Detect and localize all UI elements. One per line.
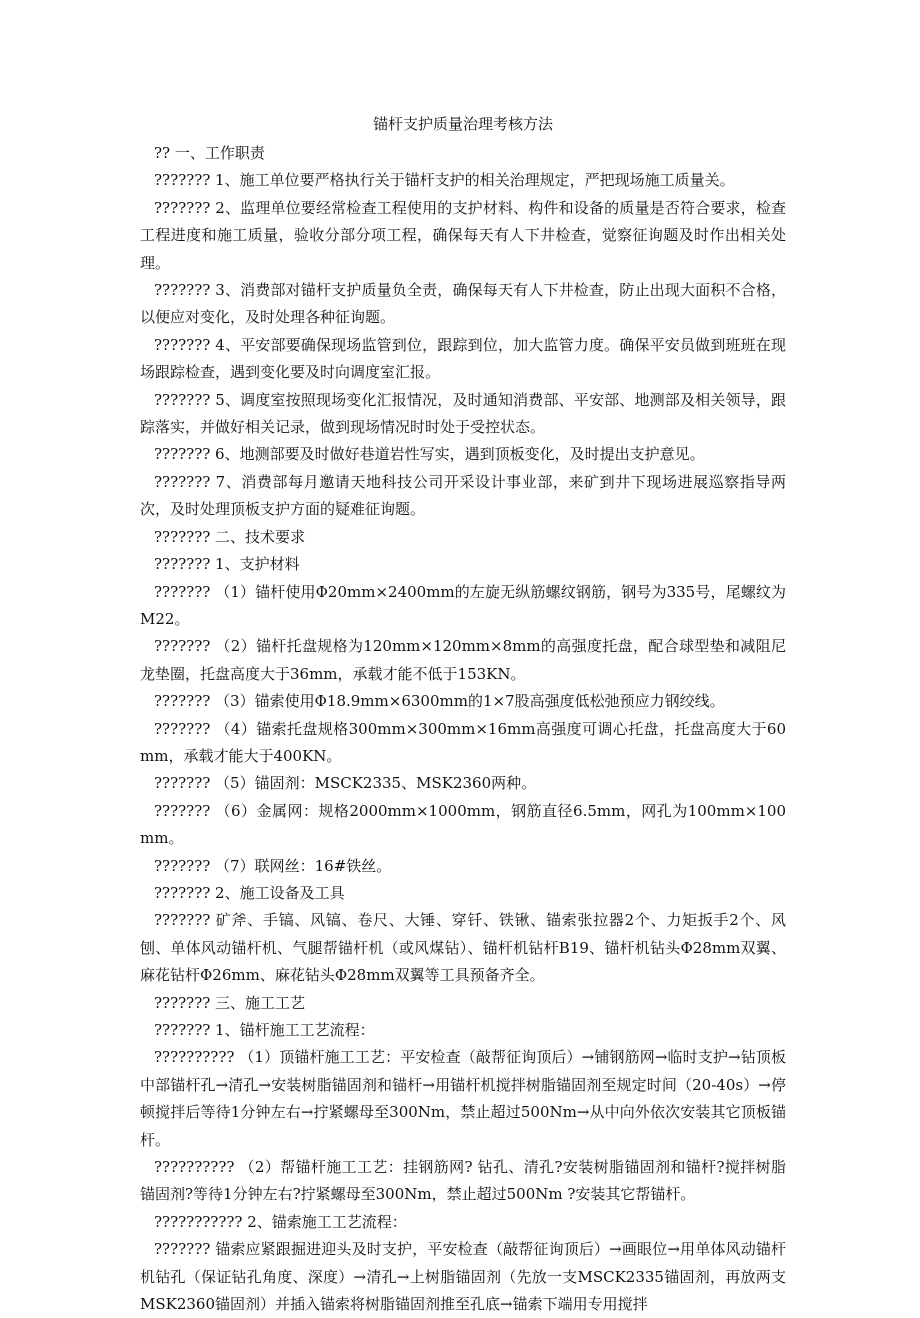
paragraph-material-3: ??????? （3）锚索使用Φ18.9mm×6300mm的1×7股高强度低松弛预应力钢绞线。 bbox=[154, 692, 725, 711]
paragraph-material-7: ??????? （7）联网丝：16#铁丝。 bbox=[154, 856, 392, 875]
section-heading-process: ??????? 三、施工工艺 bbox=[154, 993, 306, 1012]
paragraph-duty-3: ??????? 3、消费部对锚杆支护质量负全责，确保每天有人下井检查，防止出现大面积不合格，以便应对变化，及时处理各种征询题。 bbox=[140, 281, 786, 327]
paragraph-duty-7: ??????? 7、消费部每月邀请天地科技公司开采设计事业部，来矿到井下现场进展巡察指导两次，及时处理顶板支护方面的疑难征询题。 bbox=[140, 472, 786, 519]
paragraph-rib-bolt-process: ?????????? （2）帮锚杆施工工艺：挂钢筋网? 钻孔、清孔?安装树脂锚固剂和锚杆?搅拌树脂锚固剂?等待1分钟左右?拧紧螺母至300Nm，禁止超过500Nm ?安装其它帮锚杆。 bbox=[140, 1158, 786, 1204]
paragraph-material-6: ??????? （6）金属网：规格2000mm×1000mm，钢筋直径6.5mm，网孔为100mm×100mm。 bbox=[140, 801, 786, 848]
paragraph-cable-process: ??????? 锚索应紧跟掘进迎头及时支护，平安检查（敲帮征询顶后）→画眼位→用单体风动锚杆机钻孔（保证钻孔角度、深度）→清孔→上树脂锚固剂（先放一支MSCK2335锚固剂，再放两支MSK2360锚固剂）并插入锚索将树脂锚固剂推至孔底→锚索下端用专用搅拌 bbox=[140, 1240, 786, 1314]
document-title: 锚杆支护质量治理考核方法 bbox=[372, 115, 553, 133]
paragraph-duty-4: ??????? 4、平安部要确保现场监管到位，跟踪到位，加大监管力度。确保平安员做到班班在现场跟踪检查，遇到变化要及时向调度室汇报。 bbox=[140, 335, 786, 382]
subheading-bolt-process: ??????? 1、锚杆施工工艺流程： bbox=[154, 1021, 375, 1039]
section-heading-duties: ?? 一、工作职责 bbox=[154, 144, 265, 162]
paragraph-material-1: ??????? （1）锚杆使用Φ20mm×2400mm的左旋无纵筋螺纹钢筋，钢号为335号，尾螺纹为M22。 bbox=[140, 582, 786, 628]
subheading-equipment: ??????? 2、施工设备及工具 bbox=[154, 883, 345, 902]
paragraph-material-4: ??????? （4）锚索托盘规格300mm×300mm×16mm高强度可调心托盘，托盘高度大于60mm，承载才能大于400KN。 bbox=[140, 719, 786, 765]
paragraph-roof-bolt-process: ?????????? （1）顶锚杆施工工艺：平安检查（敲帮征询顶后）→铺钢筋网→临时支护→钻顶板中部锚杆孔→清孔→安装树脂锚固剂和锚杆→用锚杆机搅拌树脂锚固剂至规定时间（20-40s）→停顿搅拌后等待1分钟左右→拧紧螺母至300Nm，禁止超过500Nm→从中向外依次安装其它顶板锚杆。 bbox=[140, 1048, 786, 1149]
paragraph-duty-2: ??????? 2、监理单位要经常检查工程使用的支护材料、构件和设备的质量是否符合要求，检查工程进度和施工质量，验收分部分项工程，确保每天有人下井检查，觉察征询题及时作出相关处理。 bbox=[140, 198, 786, 272]
subheading-materials: ??????? 1、支护材料 bbox=[154, 555, 300, 574]
paragraph-material-2: ??????? （2）锚杆托盘规格为120mm×120mm×8mm的高强度托盘，配合球型垫和减阻尼龙垫圈，托盘高度大于36mm，承载才能不低于153KN。 bbox=[140, 637, 786, 683]
document-page bbox=[140, 110, 786, 1318]
paragraph-duty-6: ??????? 6、地测部要及时做好巷道岩性写实，遇到顶板变化，及时提出支护意见。 bbox=[154, 445, 705, 464]
paragraph-equipment: ??????? 矿斧、手镐、风镐、卷尺、大锤、穿钎、铁锹、锚索张拉器2个、力矩扳手2个、风刨、单体风动锚杆机、气腿帮锚杆机（或风煤钻）、锚杆机钻杆B19、锚杆机钻头Φ28mm双翼、麻花钻杆Φ26mm、麻花钻头Φ28mm双翼等工具预备齐全。 bbox=[140, 911, 786, 985]
paragraph-material-5: ??????? （5）锚固剂：MSCK2335、MSK2360两种。 bbox=[154, 774, 537, 793]
paragraph-duty-1: ??????? 1、施工单位要严格执行关于锚杆支护的相关治理规定，严把现场施工质量关。 bbox=[154, 171, 735, 190]
section-heading-technical: ??????? 二、技术要求 bbox=[154, 527, 306, 546]
paragraph-duty-5: ??????? 5、调度室按照现场变化汇报情况，及时通知消费部、平安部、地测部及相关领导，跟踪落实，并做好相关记录，做到现场情况时时处于受控状态。 bbox=[140, 390, 786, 437]
subheading-cable-process: ??????????? 2、锚索施工工艺流程： bbox=[154, 1212, 407, 1231]
